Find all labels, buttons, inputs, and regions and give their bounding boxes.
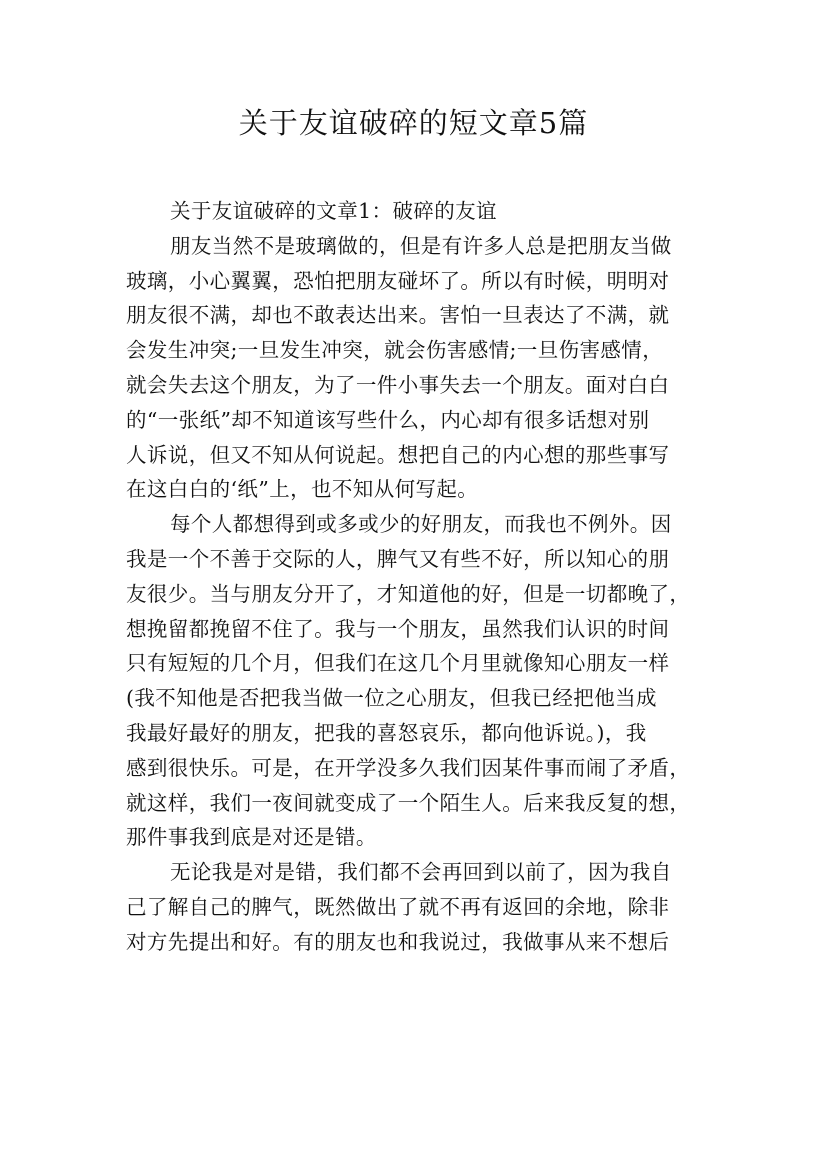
paragraph-line: 对方先提出和好。有的朋友也和我说过，我做事从来不想后 bbox=[126, 929, 670, 954]
paragraph-line: 在这白白的‘纸”上，也不知从何写起。 bbox=[126, 477, 479, 502]
paragraph-3 bbox=[126, 855, 706, 959]
paragraph-1 bbox=[126, 229, 706, 507]
paragraph-line: (我不知他是否把我当做一位之心朋友，但我已经把他当成 bbox=[126, 686, 657, 711]
paragraph-line: 玻璃，小心翼翼，恐怕把朋友碰坏了。所以有时候，明明对 bbox=[126, 268, 670, 293]
paragraph-2 bbox=[126, 507, 706, 855]
paragraph-line: 那件事我到底是对还是错。 bbox=[126, 825, 377, 850]
paragraph-line: 想挽留都挽留不住了。我与一个朋友，虽然我们认识的时间 bbox=[126, 616, 670, 641]
paragraph-line: 我是一个不善于交际的人，脾气又有些不好，所以知心的朋 bbox=[126, 546, 670, 571]
paragraph-line: 就这样，我们一夜间就变成了一个陌生人。后来我反复的想， bbox=[126, 790, 691, 815]
paragraph-line: 己了解自己的脾气，既然做出了就不再有返回的余地，除非 bbox=[126, 894, 670, 919]
paragraph-line: 友很少。当与朋友分开了，才知道他的好，但是一切都晚了， bbox=[126, 581, 691, 606]
paragraph-line: 人诉说，但又不知从何说起。想把自己的内心想的那些事写 bbox=[126, 442, 670, 467]
paragraph-line: 每个人都想得到或多或少的好朋友，而我也不例外。因 bbox=[170, 512, 672, 537]
section-heading: 关于友谊破碎的文章1：破碎的友谊 bbox=[170, 199, 497, 223]
paragraph-line: 无论我是对是错，我们都不会再回到以前了，因为我自 bbox=[170, 860, 672, 885]
paragraph-line: 就会失去这个朋友，为了一件小事失去一个朋友。面对白白 bbox=[126, 372, 670, 397]
paragraph-line: 只有短短的几个月，但我们在这几个月里就像知心朋友一样 bbox=[126, 651, 670, 676]
paragraph-line: 会发生冲突;一旦发生冲突，就会伤害感情;一旦伤害感情， bbox=[126, 338, 664, 363]
paragraph-line: 朋友当然不是玻璃做的，但是有许多人总是把朋友当做 bbox=[170, 233, 672, 258]
document-body bbox=[126, 194, 706, 960]
paragraph-line: 我最好最好的朋友，把我的喜怒哀乐，都向他诉说。)，我 bbox=[126, 720, 647, 745]
paragraph-line: 感到很快乐。可是，在开学没多久我们因某件事而闹了矛盾， bbox=[126, 755, 691, 780]
paragraph-line: 的“一张纸”却不知道该写些什么，内心却有很多话想对别 bbox=[126, 407, 650, 432]
document-title: 关于友谊破碎的短文章5篇 bbox=[238, 106, 589, 140]
paragraph-line: 朋友很不满，却也不敢表达出来。害怕一旦表达了不满，就 bbox=[126, 303, 670, 328]
